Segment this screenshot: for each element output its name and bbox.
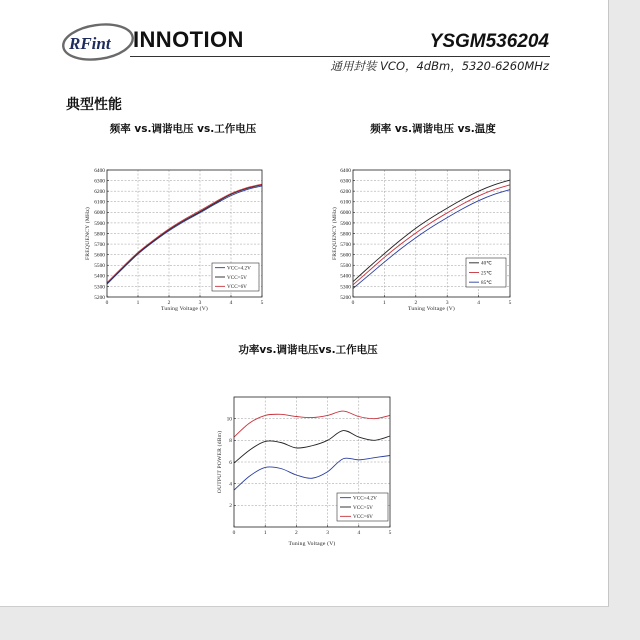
y-tick-label: 5600	[340, 252, 351, 259]
y-tick-label: 5300	[340, 284, 351, 291]
x-tick-label: 4	[229, 300, 233, 306]
chart-2	[331, 168, 512, 312]
legend	[466, 258, 506, 287]
legend-label: VCC=4.2V	[353, 495, 377, 502]
y-tick-label: 6200	[340, 189, 351, 196]
x-tick-label: 5	[388, 530, 392, 536]
x-tick-label: 1	[383, 300, 386, 306]
series-line-vcc-4-2v	[234, 456, 390, 491]
y-tick-label: 5400	[94, 273, 105, 280]
chart-1-title: 频率 vs.调谐电压 vs.工作电压	[109, 123, 257, 135]
x-tick-label: 5	[508, 300, 512, 306]
x-tick-label: 4	[357, 530, 361, 536]
x-axis-label: Tuning Voltage (V)	[160, 306, 209, 312]
x-tick-label: 4	[477, 300, 480, 306]
x-tick-label: 2	[414, 300, 418, 306]
legend	[337, 493, 388, 521]
y-tick-label: 5600	[94, 252, 105, 259]
chart-3	[216, 397, 392, 547]
x-tick-label: 3	[326, 530, 329, 536]
x-tick-label: 0	[351, 300, 355, 306]
y-tick-label: 5500	[94, 263, 105, 270]
legend	[212, 263, 259, 291]
x-tick-label: 3	[198, 300, 202, 306]
y-tick-label: 5200	[94, 294, 105, 301]
y-tick-label: 5900	[94, 220, 105, 227]
y-tick-label: 5900	[340, 220, 351, 227]
x-tick-label: 5	[260, 300, 264, 306]
legend-label: VCC=5V	[227, 274, 247, 281]
legend-label: 40℃	[481, 260, 493, 267]
y-tick-label: 6000	[94, 210, 105, 217]
y-tick-label: 5200	[340, 294, 351, 301]
y-tick-label: 5700	[340, 241, 351, 248]
chart-1	[84, 168, 264, 312]
y-tick-label: 5300	[94, 284, 105, 291]
legend-label: VCC=6V	[353, 514, 373, 521]
y-tick-label: 5700	[94, 241, 105, 248]
x-axis-label: Tuning Voltage (V)	[288, 541, 336, 547]
legend-label: VCC=5V	[353, 504, 373, 511]
chart-3-title: 功率vs.调谐电压vs.工作电压	[238, 344, 378, 356]
y-axis-label: FREQUENCY (MHz)	[85, 207, 91, 260]
y-tick-label: 6300	[94, 178, 105, 185]
y-tick-label: 2	[229, 503, 232, 510]
y-tick-label: 10	[226, 416, 232, 423]
brand-name: INNOTION	[133, 27, 244, 52]
part-number: YSGM536204	[429, 31, 549, 52]
y-axis-label: OUTPUT POWER (dBm)	[217, 430, 223, 494]
legend-label: VCC=4.2V	[227, 265, 251, 272]
legend-label: VCC=6V	[227, 284, 247, 291]
y-tick-label: 6100	[94, 199, 105, 206]
x-axis-label: Tuning Voltage (V)	[407, 306, 456, 312]
x-tick-label: 1	[136, 300, 140, 306]
y-axis-label: FREQUENCY (MHz)	[332, 207, 338, 260]
y-tick-label: 5800	[340, 231, 351, 238]
y-tick-label: 4	[229, 481, 232, 488]
series-line-vcc-5v	[234, 431, 390, 464]
x-tick-label: 2	[295, 530, 298, 536]
y-tick-label: 6000	[340, 210, 351, 217]
y-tick-label: 6400	[94, 167, 105, 174]
y-tick-label: 5800	[94, 231, 105, 238]
x-tick-label: 2	[167, 300, 171, 306]
x-tick-label: 1	[263, 530, 267, 536]
y-tick-label: 6100	[340, 199, 351, 206]
y-tick-label: 5500	[340, 263, 351, 270]
section-title: 典型性能	[66, 97, 122, 113]
product-subtitle: 通用封装 VCO，4dBm，5320-6260MHz	[330, 59, 549, 73]
y-tick-label: 6	[229, 459, 232, 466]
x-tick-label: 0	[232, 530, 236, 536]
logo-text: RFint	[69, 34, 111, 53]
x-tick-label: 0	[105, 300, 109, 306]
series-line-vcc-6v	[234, 411, 390, 437]
legend-label: 25℃	[481, 270, 493, 277]
y-tick-label: 6300	[340, 178, 351, 185]
y-tick-label: 6400	[340, 167, 351, 174]
y-tick-label: 6200	[94, 189, 105, 196]
y-tick-label: 5400	[340, 273, 351, 280]
chart-2-title: 频率 vs.调谐电压 vs.温度	[370, 123, 496, 135]
x-tick-label: 3	[445, 300, 449, 306]
legend-label: 85℃	[481, 279, 493, 286]
y-tick-label: 8	[229, 438, 232, 445]
